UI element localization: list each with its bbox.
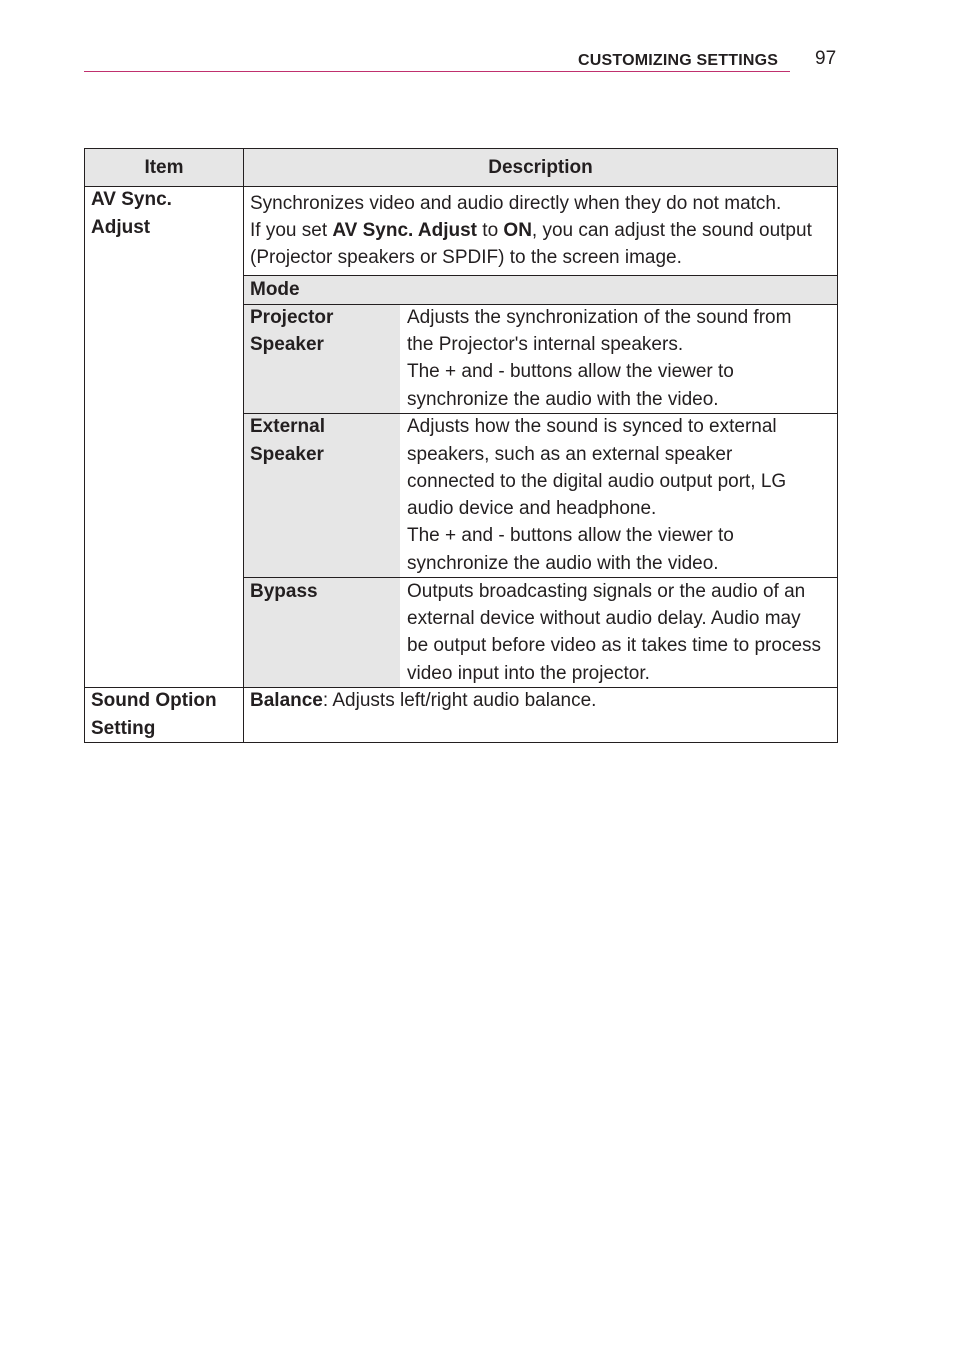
- mode-bypass-desc-line4: video input into the projector.: [407, 663, 650, 684]
- column-header-item: Item: [85, 149, 243, 186]
- mode-projector-desc-line2: the Projector's internal speakers.: [407, 334, 684, 355]
- item-av-sync-line1: AV Sync.: [91, 189, 172, 210]
- section-title: CUSTOMIZING SETTINGS: [578, 52, 779, 69]
- sound-option-desc: Balance: Adjusts left/right audio balance.: [250, 690, 597, 711]
- mode-external-desc-line5: The + and - buttons allow the viewer to: [407, 525, 734, 546]
- av-sync-desc-line3: (Projector speakers or SPDIF) to the screen image.: [250, 247, 682, 268]
- column-header-description: Description: [244, 149, 837, 186]
- page-number: 97: [815, 48, 837, 69]
- mode-projector-desc-line1: Adjusts the synchronization of the sound from: [407, 307, 792, 328]
- mode-projector-name-line2: Speaker: [250, 334, 324, 355]
- header-row-divider: [84, 186, 838, 187]
- mode-bypass-desc-line2: external device without audio delay. Audio may: [407, 608, 801, 629]
- table-border-bottom: [84, 742, 838, 743]
- mode-header-top-line: [243, 275, 838, 276]
- mode-projector-name-line1: Projector: [250, 307, 334, 328]
- table-border-right: [837, 148, 838, 743]
- av-sync-desc-line1: Synchronizes video and audio directly when they do not match.: [250, 193, 782, 214]
- mode-external-name-line1: External: [250, 416, 325, 437]
- mode-bypass-desc-line3: be output before video as it takes time to process: [407, 635, 822, 656]
- table-border-left: [84, 148, 85, 743]
- header-divider: [84, 71, 790, 72]
- mode-header-bg: [244, 276, 837, 304]
- item-sound-option-line1: Sound Option: [91, 690, 217, 711]
- item-sound-option-line2: Setting: [91, 718, 156, 739]
- mode-external-desc-line3: connected to the digital audio output port, LG: [407, 471, 787, 492]
- mode-projector-desc-line3: The + and - buttons allow the viewer to: [407, 361, 734, 382]
- mode-bypass-desc-line1: Outputs broadcasting signals or the audio of an: [407, 581, 806, 602]
- column-divider: [243, 148, 244, 743]
- mode-header: Mode: [250, 279, 300, 300]
- mode-external-desc-line4: audio device and headphone.: [407, 498, 657, 519]
- mode-bypass-name: Bypass: [250, 581, 318, 602]
- mode-external-desc-line2: speakers, such as an external speaker: [407, 444, 733, 465]
- mode-external-desc-line6: synchronize the audio with the video.: [407, 553, 719, 574]
- mode-external-desc-line1: Adjusts how the sound is synced to external: [407, 416, 777, 437]
- av-sync-desc-line2: If you set AV Sync. Adjust to ON, you can adjust the sound output: [250, 220, 812, 241]
- table-border-top: [84, 148, 838, 149]
- item-av-sync-line2: Adjust: [91, 217, 151, 238]
- mode-external-name-line2: Speaker: [250, 444, 324, 465]
- mode-projector-desc-line4: synchronize the audio with the video.: [407, 389, 719, 410]
